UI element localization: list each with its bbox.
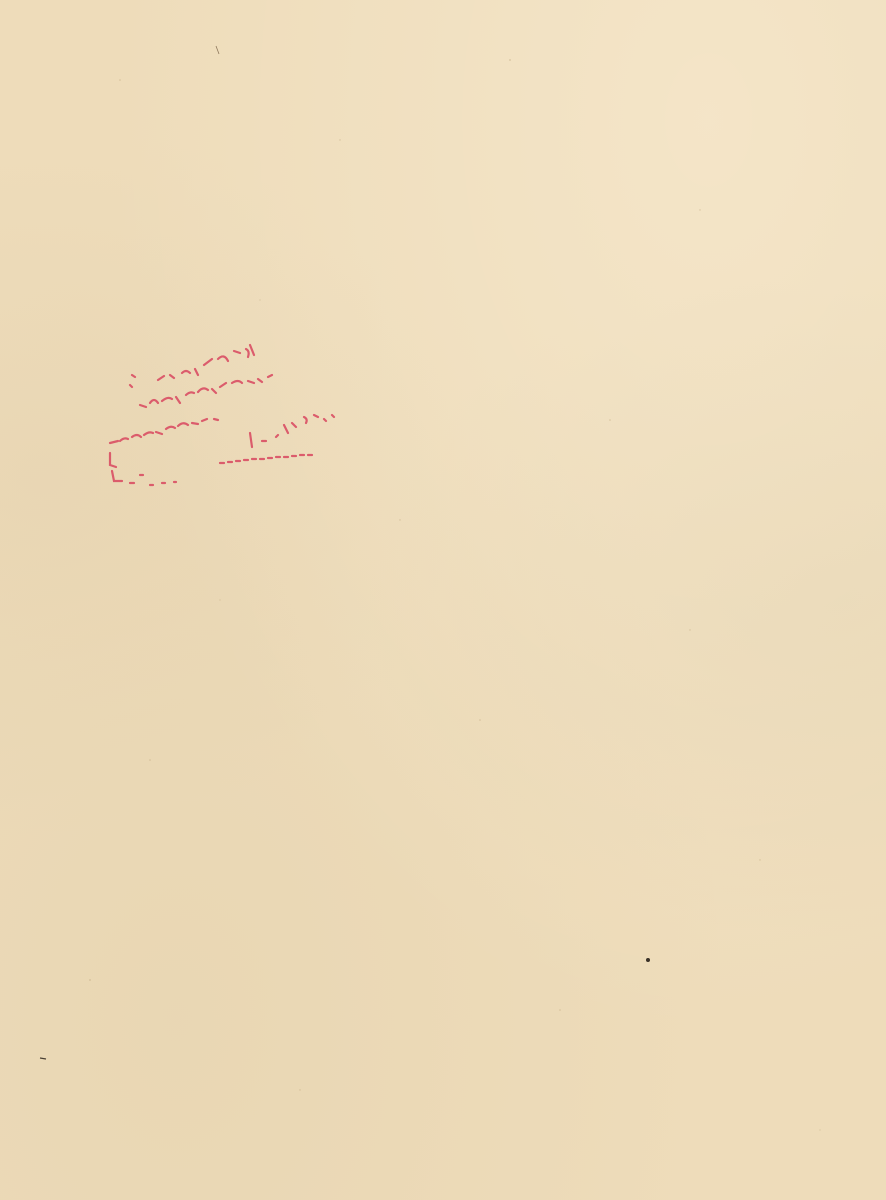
stamp-mark [100, 325, 370, 490]
speck-dot [646, 958, 650, 962]
speck-mark [40, 1058, 46, 1059]
